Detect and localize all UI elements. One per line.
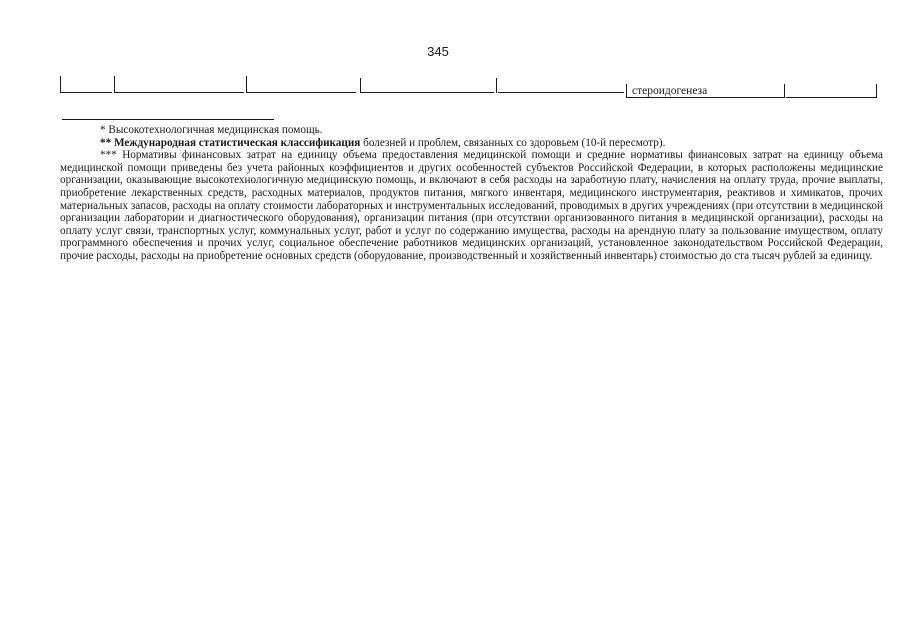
footnote-bold-term: Международная статистическая классификация [113, 136, 361, 149]
table-fragment [60, 76, 878, 100]
footnote-text: Нормативы финансовых затрат на единицу объема предоставления медицинской помощи и средние нормативы финансовых затрат на единицу объема медицинской помощи приведены без учета районных коэффициентов и других особенностей субъектов Российской Федерации, в которых расположены медицинские организации, оказывающие высокотехнологичную медицинскую помощь, и включают в себя расходы на заработную плату, начисления на оплату труда, прочие выплаты, приобретение лекарственных средств, расходных материалов, продуктов питания, мягкого инвентаря, медицинского инструментария, реактивов и химикатов, прочих материальных запасов, расходы на оплату стоимости лабораторных и инструментальных исследований, проводимых в других учреждениях (при отсутствии в медицинской организации лаборатории и диагностического оборудования), организации питания (при отсутствии организованного питания в медицинской организации), расходы на оплату услуг связи, транспортных услуг, коммунальных услуг, работ и услуг по содержанию имущества, расходы на арендную плату за пользование имуществом, оплату программного обеспечения и прочих услуг, социальное обеспечение работников медицинских организаций, установленное законодательством Российской Федерации, прочие расходы, расходы на приобретение основных средств (оборудование, производственный и хозяйственный инвентарь) стоимостью до ста тысяч рублей за единицу. [60, 149, 883, 262]
footnote-separator [62, 119, 274, 120]
table-column-divider [496, 78, 497, 93]
footnote-2 [60, 137, 883, 150]
table-column-divider [114, 76, 115, 93]
table-bottom-border [246, 92, 356, 93]
footnote-marker: *** [100, 149, 117, 162]
footnote-marker: * [100, 124, 106, 136]
table-bottom-border [786, 97, 876, 98]
table-column-divider [246, 76, 247, 93]
table-column-divider [784, 84, 785, 98]
footnote-text: Высокотехнологичная медицинская помощь. [108, 124, 323, 136]
table-bottom-border [498, 92, 624, 93]
footnote-3 [60, 149, 883, 262]
table-bottom-border [114, 92, 244, 93]
table-column-divider [876, 84, 877, 98]
footnotes [60, 124, 883, 263]
table-bottom-border [60, 92, 112, 93]
footnote-text: болезней и проблем, связанных со здоровьем (10-й пересмотр). [363, 136, 666, 149]
table-column-divider [60, 76, 61, 93]
table-bottom-border [360, 92, 494, 93]
footnote-marker: ** [100, 136, 112, 149]
table-column-divider [360, 78, 361, 93]
table-cell-text: стероидогенеза [632, 85, 708, 97]
page-number: 345 [427, 44, 449, 59]
footnote-1 [60, 124, 883, 137]
table-column-divider [626, 84, 627, 98]
